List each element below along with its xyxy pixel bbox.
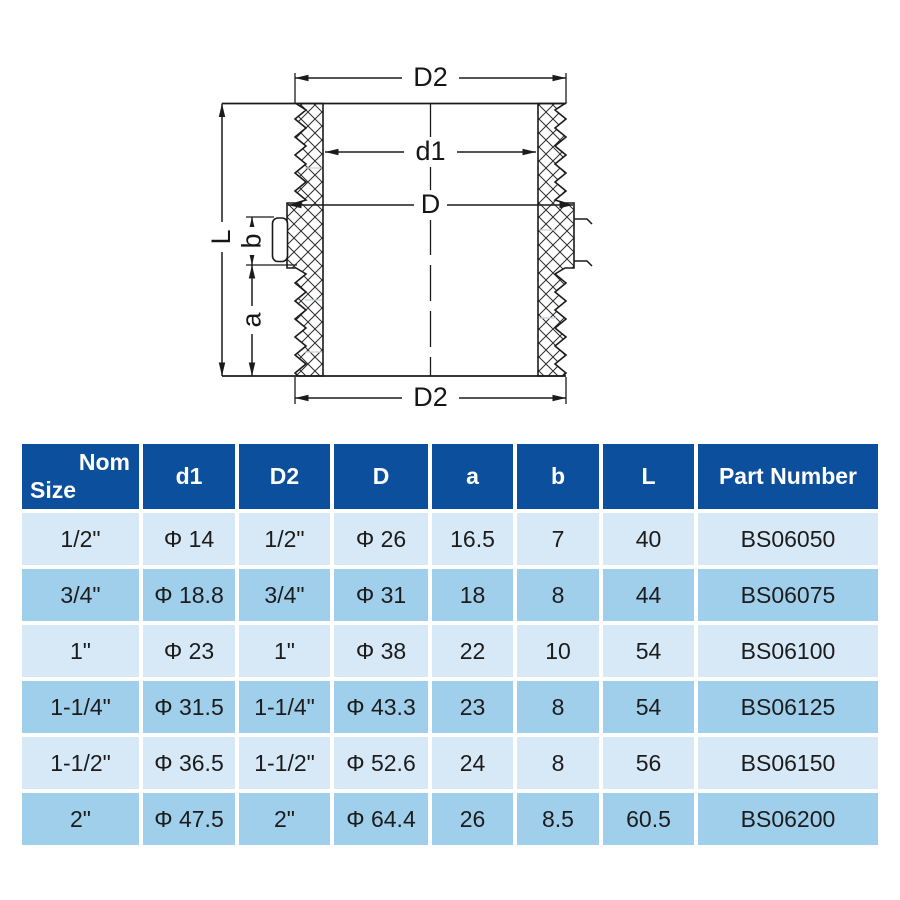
header-l: L: [603, 444, 694, 509]
table-row: [22, 681, 878, 733]
header-size-label: Size: [30, 477, 77, 503]
cell-nom: 1-1/2": [22, 737, 139, 789]
cell-d1: Φ 47.5: [143, 793, 235, 845]
cell-d1: Φ 36.5: [143, 737, 235, 789]
dim-label-d2-top: D2: [413, 62, 448, 92]
header-nom-label: Nom: [78, 449, 130, 475]
cell-l: 56: [603, 737, 694, 789]
cell-l: 44: [603, 569, 694, 621]
cell-part-number: BS06050: [698, 513, 878, 565]
table-row: [22, 737, 878, 789]
cell-d1: Φ 14: [143, 513, 235, 565]
cell-b: 8.5: [517, 793, 599, 845]
header-d2: D2: [239, 444, 330, 509]
cell-d: Φ 52.6: [334, 737, 428, 789]
cell-part-number: BS06125: [698, 681, 878, 733]
cell-d2: 1-1/4": [239, 681, 330, 733]
cell-a: 26: [432, 793, 513, 845]
dim-label-d2-bottom: D2: [413, 382, 448, 412]
left-thread-wall: [287, 104, 323, 377]
table-row: [22, 625, 878, 677]
header-d: D: [334, 444, 428, 509]
technical-drawing: [0, 0, 900, 430]
cell-d2: 3/4": [239, 569, 330, 621]
cell-part-number: BS06200: [698, 793, 878, 845]
dim-label-a: a: [236, 312, 267, 328]
cell-l: 54: [603, 681, 694, 733]
left-lug: [273, 218, 288, 262]
cell-nom: 1-1/4": [22, 681, 139, 733]
cell-d1: Φ 18.8: [143, 569, 235, 621]
cell-l: 60.5: [603, 793, 694, 845]
cell-a: 16.5: [432, 513, 513, 565]
header-part-number: Part Number: [698, 444, 878, 509]
right-thread-wall: [538, 104, 574, 377]
cell-a: 22: [432, 625, 513, 677]
cell-part-number: BS06075: [698, 569, 878, 621]
cell-d2: 2": [239, 793, 330, 845]
dim-label-d: D: [420, 189, 441, 219]
header-nom-size: [22, 444, 139, 509]
table-row: [22, 793, 878, 845]
cell-part-number: BS06150: [698, 737, 878, 789]
cell-d: Φ 38: [334, 625, 428, 677]
cell-d: Φ 64.4: [334, 793, 428, 845]
header-row: [22, 444, 878, 509]
cell-d2: 1": [239, 625, 330, 677]
cell-d: Φ 43.3: [334, 681, 428, 733]
cell-part-number: BS06100: [698, 625, 878, 677]
cell-nom: 2": [22, 793, 139, 845]
cell-a: 23: [432, 681, 513, 733]
cell-b: 8: [517, 737, 599, 789]
cell-b: 8: [517, 681, 599, 733]
right-lug-hook-top: [574, 219, 592, 224]
cell-d1: Φ 31.5: [143, 681, 235, 733]
cell-nom: 1": [22, 625, 139, 677]
cell-b: 7: [517, 513, 599, 565]
dim-label-d1: d1: [415, 136, 446, 166]
cell-d2: 1-1/2": [239, 737, 330, 789]
header-b: b: [517, 444, 599, 509]
cell-a: 24: [432, 737, 513, 789]
dim-label-l: L: [206, 229, 236, 245]
cell-l: 54: [603, 625, 694, 677]
cell-nom: 3/4": [22, 569, 139, 621]
cell-d2: 1/2": [239, 513, 330, 565]
cell-d: Φ 26: [334, 513, 428, 565]
header-d1: d1: [143, 444, 235, 509]
spec-table: [18, 440, 882, 849]
cell-d1: Φ 23: [143, 625, 235, 677]
table-row: [22, 569, 878, 621]
cell-a: 18: [432, 569, 513, 621]
right-lug-hook-bottom: [574, 261, 592, 266]
cell-b: 8: [517, 569, 599, 621]
cell-d: Φ 31: [334, 569, 428, 621]
cell-l: 40: [603, 513, 694, 565]
header-a: a: [432, 444, 513, 509]
dim-label-b: b: [236, 233, 267, 249]
table-row: [22, 513, 878, 565]
cell-b: 10: [517, 625, 599, 677]
cell-nom: 1/2": [22, 513, 139, 565]
